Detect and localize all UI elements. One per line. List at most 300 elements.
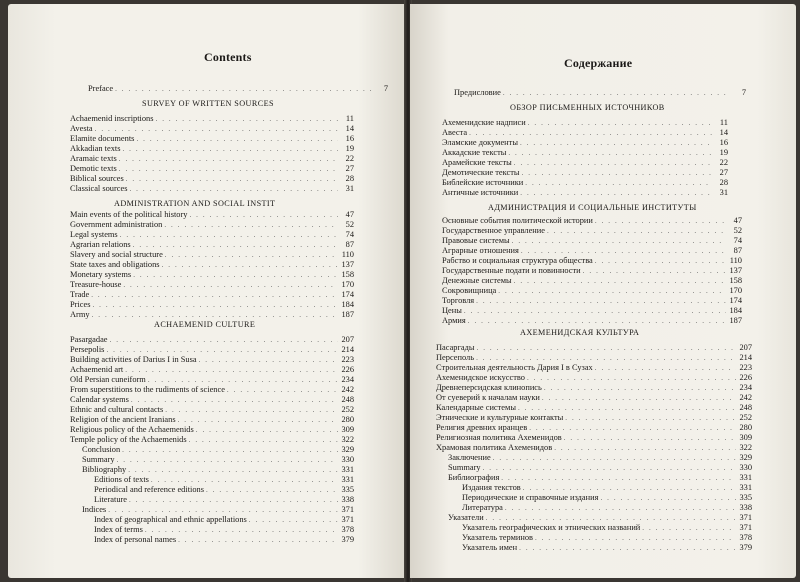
entry-page: 309: [341, 425, 354, 434]
toc-entry: [436, 413, 752, 423]
toc-entry: [70, 260, 354, 270]
entry-label: Achaemenid inscriptions: [70, 114, 154, 123]
entry-page: 16: [345, 134, 354, 143]
entry-label: Библейские источники: [442, 178, 524, 187]
entry-label: Календарные системы: [436, 403, 516, 412]
dot-leader: [189, 211, 338, 220]
entry-label: From superstitions to the rudiments of science: [70, 385, 225, 394]
entry-label: Religion of the ancient Iranians: [70, 415, 176, 424]
toc-entry-preface: [454, 88, 746, 98]
entry-page: 371: [739, 523, 752, 532]
toc-entry: [436, 443, 752, 453]
entry-page: 331: [739, 473, 752, 482]
entry-label: Demotic texts: [70, 164, 117, 173]
entry-page: 330: [739, 463, 752, 472]
toc-entry: [94, 495, 354, 505]
entry-label: Религия древних иранцев: [436, 423, 528, 432]
toc-entry: [448, 463, 752, 473]
entry-label: Preface: [88, 84, 114, 93]
toc-entry: [70, 290, 354, 300]
dot-leader: [493, 454, 736, 463]
dot-leader: [564, 434, 736, 443]
toc-entry: [70, 415, 354, 425]
entry-page: 207: [739, 343, 752, 352]
section-heading: АХЕМЕНИДСКАЯ КУЛЬТУРА: [520, 328, 640, 337]
entry-label: Эламские документы: [442, 138, 518, 147]
toc-entry: [442, 276, 742, 286]
entry-page: 371: [341, 515, 354, 524]
entry-label: Slavery and social structure: [70, 250, 163, 259]
dot-leader: [249, 516, 338, 525]
entry-page: 187: [341, 310, 354, 319]
entry-label: Указатель имен: [462, 543, 518, 552]
dot-leader: [156, 115, 339, 124]
entry-page: 28: [719, 178, 728, 187]
entry-label: Monetary systems: [70, 270, 132, 279]
entry-label: Editions of texts: [94, 475, 149, 484]
toc-entry: [70, 184, 354, 194]
entry-page: 31: [719, 188, 728, 197]
entry-label: Building activities of Darius I in Susa: [70, 355, 197, 364]
toc-entry: [462, 493, 752, 503]
entry-label: Храмовая политика Ахеменидов: [436, 443, 553, 452]
toc-entry: [436, 423, 752, 433]
toc-entry: [442, 168, 728, 178]
dot-leader: [108, 506, 338, 515]
toc-entry: [442, 138, 728, 148]
entry-label: Арамейские тексты: [442, 158, 512, 167]
entry-page: 87: [345, 240, 354, 249]
entry-page: 158: [729, 276, 742, 285]
dot-leader: [110, 336, 338, 345]
dot-leader: [468, 317, 726, 326]
entry-label: Classical sources: [70, 184, 128, 193]
page-title: Contents: [204, 50, 252, 64]
entry-label: State taxes and obligations: [70, 260, 160, 269]
entry-label: Treasure-house: [70, 280, 122, 289]
entry-label: Религиозная политика Ахеменидов: [436, 433, 562, 442]
entry-page: 22: [719, 158, 728, 167]
entry-page: 371: [341, 505, 354, 514]
dot-leader: [600, 494, 736, 503]
entry-label: Legal systems: [70, 230, 118, 239]
entry-label: Agrarian relations: [70, 240, 131, 249]
entry-page: 28: [345, 174, 354, 183]
toc-entry: [70, 310, 354, 320]
entry-page: 242: [341, 385, 354, 394]
entry-label: Строительная деятельность Дария I в Сузах: [436, 363, 593, 372]
entry-page: 11: [719, 118, 728, 127]
entry-label: Index of geographical and ethnic appellations: [94, 515, 247, 524]
entry-label: Avesta: [70, 124, 93, 133]
entry-page: 329: [739, 453, 752, 462]
entry-label: Ахеменидское искусство: [436, 373, 525, 382]
dot-leader: [178, 416, 338, 425]
entry-label: Temple policy of the Achaemenids: [70, 435, 187, 444]
entry-label: Aramaic texts: [70, 154, 117, 163]
entry-label: Literature: [94, 495, 128, 504]
entry-page: 379: [341, 535, 354, 544]
toc-entry: [442, 188, 728, 198]
entry-page: 338: [739, 503, 752, 512]
dot-leader: [519, 544, 736, 553]
toc-entry: [442, 118, 728, 128]
entry-page: 223: [739, 363, 752, 372]
entry-page: 234: [739, 383, 752, 392]
entry-label: Предисловие: [454, 88, 501, 97]
entry-label: Periodical and reference editions: [94, 485, 204, 494]
entry-label: Elamite documents: [70, 134, 135, 143]
toc-entry: [442, 256, 742, 266]
toc-entry: [462, 523, 752, 533]
dot-leader: [520, 139, 712, 148]
dot-leader: [123, 281, 338, 290]
toc-entry: [436, 383, 752, 393]
toc-entry: [462, 543, 752, 553]
toc-entry: [70, 230, 354, 240]
toc-entry: [448, 453, 752, 463]
dot-leader: [642, 524, 736, 533]
entry-label: Библиография: [448, 473, 500, 482]
entry-label: Пасаргады: [436, 343, 475, 352]
entry-page: 14: [345, 124, 354, 133]
dot-leader: [120, 231, 338, 240]
entry-page: 110: [729, 256, 742, 265]
entry-page: 47: [345, 210, 354, 219]
entry-label: Основные события политической истории: [442, 216, 593, 225]
left-page: [8, 4, 406, 578]
toc-entry: [442, 226, 742, 236]
entry-page: 27: [345, 164, 354, 173]
dot-leader: [119, 165, 338, 174]
entry-page: 174: [729, 296, 742, 305]
toc-entry: [442, 316, 742, 326]
right-page: [410, 4, 796, 578]
entry-label: Армия: [442, 316, 466, 325]
dot-leader: [514, 277, 726, 286]
dot-leader: [528, 119, 712, 128]
toc-entry: [94, 535, 354, 545]
toc-entry: [70, 335, 354, 345]
dot-leader: [227, 386, 338, 395]
entry-page: 329: [341, 445, 354, 454]
section-heading: ACHAEMENID CULTURE: [154, 320, 256, 329]
entry-page: 19: [719, 148, 728, 157]
entry-page: 335: [341, 485, 354, 494]
toc-entry: [448, 473, 752, 483]
entry-page: 280: [739, 423, 752, 432]
toc-entry: [442, 236, 742, 246]
entry-label: Persepolis: [70, 345, 105, 354]
dot-leader: [92, 301, 338, 310]
dot-leader: [595, 364, 736, 373]
toc-entry: [94, 475, 354, 485]
entry-page: 248: [739, 403, 752, 412]
entry-page: 74: [345, 230, 354, 239]
toc-entry: [442, 286, 742, 296]
entry-page: 184: [729, 306, 742, 315]
entry-label: Литература: [462, 503, 503, 512]
dot-leader: [91, 291, 338, 300]
entry-label: Сокровищница: [442, 286, 497, 295]
entry-page: 331: [341, 475, 354, 484]
toc-entry: [70, 355, 354, 365]
entry-page: 110: [341, 250, 354, 259]
toc-entry: [436, 363, 752, 373]
entry-label: Religious policy of the Achaemenids: [70, 425, 194, 434]
entry-label: Ахеменидские надписи: [442, 118, 526, 127]
entry-page: 248: [341, 395, 354, 404]
toc-entry: [436, 393, 752, 403]
entry-page: 322: [739, 443, 752, 452]
entry-page: 252: [341, 405, 354, 414]
toc-entry: [70, 270, 354, 280]
toc-entry: [70, 300, 354, 310]
dot-leader: [464, 307, 726, 316]
toc-entry: [94, 525, 354, 535]
dot-leader: [189, 436, 338, 445]
dot-leader: [165, 406, 338, 415]
dot-leader: [522, 169, 712, 178]
dot-leader: [501, 474, 736, 483]
entry-label: Издания текстов: [462, 483, 521, 492]
dot-leader: [527, 374, 736, 383]
entry-label: Army: [70, 310, 90, 319]
entry-page: 242: [739, 393, 752, 402]
dot-leader: [133, 271, 338, 280]
dot-leader: [95, 125, 338, 134]
toc-entry: [70, 435, 354, 445]
dot-leader: [529, 424, 736, 433]
dot-leader: [512, 237, 726, 246]
toc-entry: [70, 425, 354, 435]
entry-label: Правовые системы: [442, 236, 510, 245]
entry-label: Цены: [442, 306, 462, 315]
entry-page: 378: [341, 525, 354, 534]
toc-entry: [94, 485, 354, 495]
toc-entry: [70, 134, 354, 144]
entry-label: Prices: [70, 300, 91, 309]
entry-page: 170: [729, 286, 742, 295]
entry-page: 137: [729, 266, 742, 275]
entry-page: 226: [341, 365, 354, 374]
dot-leader: [119, 155, 338, 164]
entry-label: Index of terms: [94, 525, 143, 534]
dot-leader: [565, 414, 736, 423]
dot-leader: [595, 217, 726, 226]
toc-entry: [82, 445, 354, 455]
entry-label: Old Persian cuneiform: [70, 375, 146, 384]
toc-entry: [462, 483, 752, 493]
toc-entry: [82, 455, 354, 465]
entry-page: 22: [345, 154, 354, 163]
entry-label: Calendar systems: [70, 395, 129, 404]
dot-leader: [554, 444, 736, 453]
toc-entry: [70, 154, 354, 164]
dot-leader: [520, 189, 712, 198]
entry-label: Государственное управление: [442, 226, 545, 235]
dot-leader: [165, 251, 338, 260]
toc-entry: [70, 345, 354, 355]
entry-label: Achaemenid art: [70, 365, 124, 374]
dot-leader: [129, 185, 338, 194]
entry-page: 11: [345, 114, 354, 123]
entry-label: Biblical sources: [70, 174, 124, 183]
entry-label: Демотические тексты: [442, 168, 520, 177]
toc-entry: [442, 148, 728, 158]
toc-entry: [70, 144, 354, 154]
entry-label: Summary: [448, 463, 481, 472]
toc-entry: [70, 405, 354, 415]
toc-entry: [436, 433, 752, 443]
entry-page: 174: [341, 290, 354, 299]
dot-leader: [518, 404, 736, 413]
dot-leader: [145, 526, 338, 535]
dot-leader: [503, 89, 730, 98]
entry-label: Древнеперсидская клинопись: [436, 383, 542, 392]
entry-label: Summary: [82, 455, 115, 464]
entry-label: Indices: [82, 505, 107, 514]
entry-label: Government administration: [70, 220, 163, 229]
entry-page: 330: [341, 455, 354, 464]
toc-entry: [70, 164, 354, 174]
toc-entry: [70, 240, 354, 250]
entry-label: Указатель географических и этнических названий: [462, 523, 641, 532]
dot-leader: [148, 376, 338, 385]
dot-leader: [178, 536, 338, 545]
toc-entry: [70, 220, 354, 230]
entry-label: Денежные системы: [442, 276, 512, 285]
entry-page: 31: [345, 184, 354, 193]
toc-entry: [442, 306, 742, 316]
toc-entry: [70, 280, 354, 290]
entry-label: Государственные подати и повинности: [442, 266, 581, 275]
entry-page: 47: [733, 216, 742, 225]
page-title: Содержание: [564, 56, 633, 70]
toc-entry: [442, 178, 728, 188]
toc-entry: [442, 266, 742, 276]
entry-label: Аккадские тексты: [442, 148, 507, 157]
toc-entry: [70, 174, 354, 184]
entry-label: Заключение: [448, 453, 491, 462]
entry-page: 14: [719, 128, 728, 137]
toc-entry: [436, 343, 752, 353]
dot-leader: [483, 464, 736, 473]
section-heading: ОБЗОР ПИСЬМЕННЫХ ИСТОЧНИКОВ: [510, 103, 665, 112]
entry-page: 338: [341, 495, 354, 504]
dot-leader: [122, 446, 338, 455]
entry-label: Рабство и социальная структура общества: [442, 256, 593, 265]
dot-leader: [544, 384, 736, 393]
toc-entry: [82, 505, 354, 515]
entry-page: 137: [341, 260, 354, 269]
toc-entry: [442, 128, 728, 138]
dot-leader: [129, 496, 338, 505]
entry-label: Периодические и справочные издания: [462, 493, 599, 502]
section-heading: ADMINISTRATION AND SOCIAL INSTIT: [114, 199, 276, 208]
entry-label: Античные источники: [442, 188, 519, 197]
dot-leader: [126, 175, 338, 184]
entry-label: Указатель терминов: [462, 533, 533, 542]
dot-leader: [535, 534, 736, 543]
entry-label: Main events of the political history: [70, 210, 188, 219]
dot-leader: [133, 241, 338, 250]
entry-page: 234: [341, 375, 354, 384]
dot-leader: [164, 221, 338, 230]
entry-page: 309: [739, 433, 752, 442]
dot-leader: [206, 486, 338, 495]
toc-entry: [70, 124, 354, 134]
dot-leader: [136, 135, 338, 144]
dot-leader: [595, 257, 726, 266]
entry-label: Akkadian texts: [70, 144, 121, 153]
entry-label: Этнические и культурные контакты: [436, 413, 564, 422]
toc-entry: [70, 210, 354, 220]
toc-entry: [442, 216, 742, 226]
dot-leader: [469, 129, 712, 138]
entry-page: 158: [341, 270, 354, 279]
entry-label: Персеполь: [436, 353, 475, 362]
entry-page: 7: [383, 84, 388, 93]
entry-page: 7: [741, 88, 746, 97]
dot-leader: [521, 247, 726, 256]
toc-entry: [70, 114, 354, 124]
toc-entry: [462, 503, 752, 513]
dot-leader: [199, 356, 338, 365]
entry-page: 371: [739, 513, 752, 522]
dot-leader: [162, 261, 338, 270]
entry-label: Pasargadae: [70, 335, 108, 344]
toc-entry: [442, 246, 742, 256]
dot-leader: [583, 267, 726, 276]
dot-leader: [508, 149, 712, 158]
dot-leader: [92, 311, 338, 320]
dot-leader: [106, 346, 338, 355]
dot-leader: [476, 354, 736, 363]
dot-leader: [151, 476, 338, 485]
entry-label: Указатели: [448, 513, 484, 522]
entry-label: Bibliography: [82, 465, 127, 474]
entry-label: Conclusion: [82, 445, 121, 454]
section-heading: АДМИНИСТРАЦИЯ И СОЦИАЛЬНЫЕ ИНСТИТУТЫ: [488, 203, 697, 212]
dot-leader: [525, 179, 712, 188]
toc-entry: [70, 250, 354, 260]
entry-label: Аграрные отношения: [442, 246, 519, 255]
toc-entry: [94, 515, 354, 525]
dot-leader: [131, 396, 338, 405]
toc-entry: [70, 365, 354, 375]
entry-label: Index of personal names: [94, 535, 177, 544]
entry-page: 226: [739, 373, 752, 382]
dot-leader: [476, 297, 726, 306]
entry-page: 252: [739, 413, 752, 422]
dot-leader: [486, 514, 736, 523]
entry-page: 331: [739, 483, 752, 492]
entry-page: 52: [733, 226, 742, 235]
entry-page: 378: [739, 533, 752, 542]
dot-leader: [125, 366, 338, 375]
dot-leader: [542, 394, 736, 403]
toc-entry: [442, 158, 728, 168]
dot-leader: [196, 426, 338, 435]
dot-leader: [128, 466, 338, 475]
entry-page: 16: [719, 138, 728, 147]
entry-page: 27: [719, 168, 728, 177]
dot-leader: [122, 145, 338, 154]
dot-leader: [498, 287, 726, 296]
entry-label: Торговля: [442, 296, 475, 305]
entry-label: Авеста: [442, 128, 468, 137]
